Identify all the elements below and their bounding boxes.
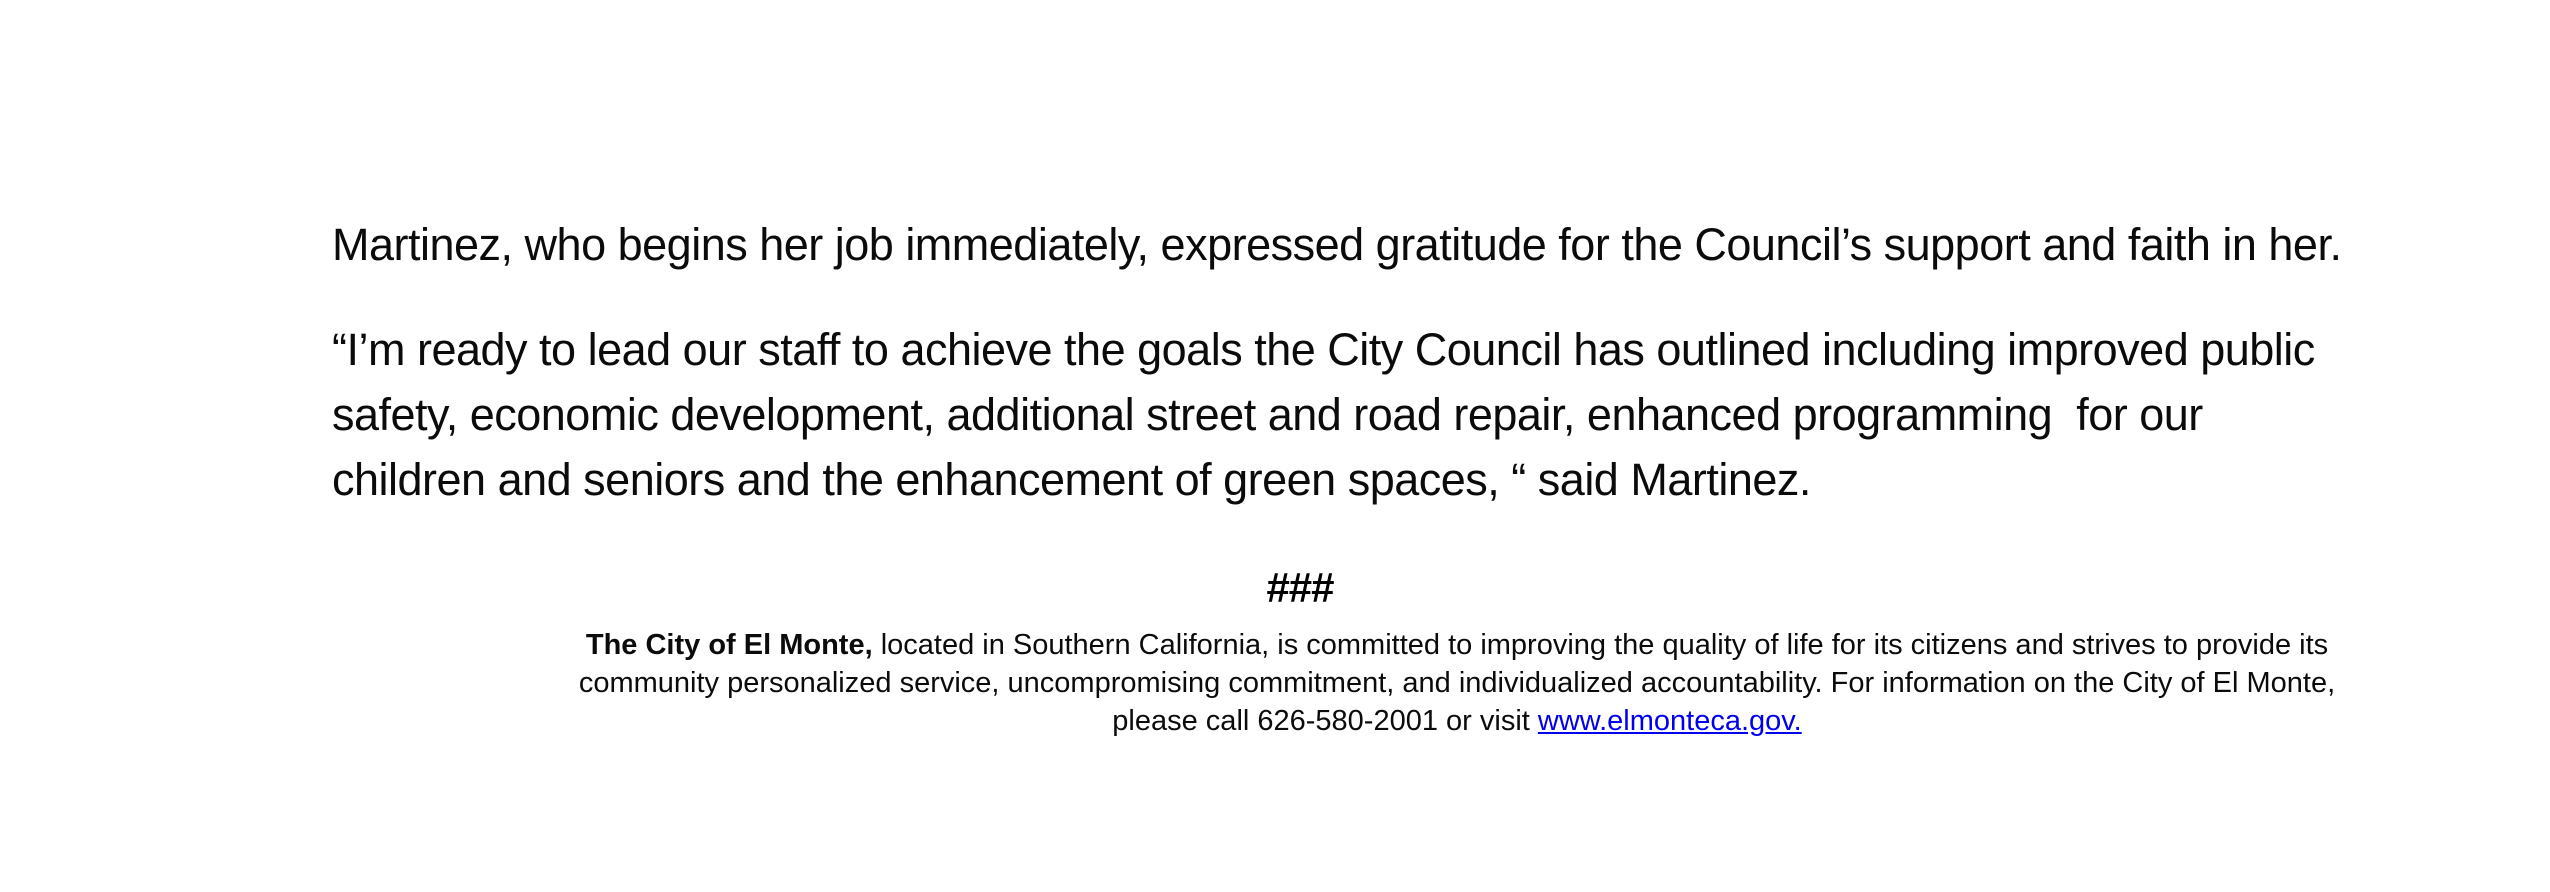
boilerplate-city-name-bold: The City of El Monte, bbox=[585, 629, 873, 661]
city-boilerplate bbox=[378, 626, 2536, 740]
boilerplate-line-3-prefix: please call 626-580-2001 or visit bbox=[1112, 705, 1538, 737]
boilerplate-line-1-rest: located in Southern California, is committed to improving the quality of life for its citizens and strives to provide its bbox=[872, 629, 2329, 661]
boilerplate-line-3 bbox=[378, 702, 2536, 740]
boilerplate-line-1 bbox=[378, 626, 2536, 664]
elmonteca-gov-link[interactable]: www.elmonteca.gov. bbox=[1537, 705, 1802, 737]
paragraph-2-line-2: safety, economic development, additional street and road repair, enhanced programming for our bbox=[332, 389, 2203, 440]
paragraph-2-line-3: children and seniors and the enhancement of green spaces, “ said Martinez. bbox=[332, 454, 1811, 505]
paragraph-2-line-1: “I’m ready to lead our staff to achieve the goals the City Council has outlined including improved public bbox=[332, 324, 2315, 375]
paragraph-1-line-1: Martinez, who begins her job immediately, expressed gratitude for the Council’s support and faith in her. bbox=[332, 219, 2342, 270]
paragraph-martinez-quote bbox=[332, 317, 2490, 512]
boilerplate-line-2: community personalized service, uncompromising commitment, and individualized accountability. For information on the City of El Monte, bbox=[578, 667, 2336, 699]
paragraph-martinez-gratitude bbox=[332, 212, 2490, 277]
press-release-end-marker: ### bbox=[1266, 564, 1334, 611]
